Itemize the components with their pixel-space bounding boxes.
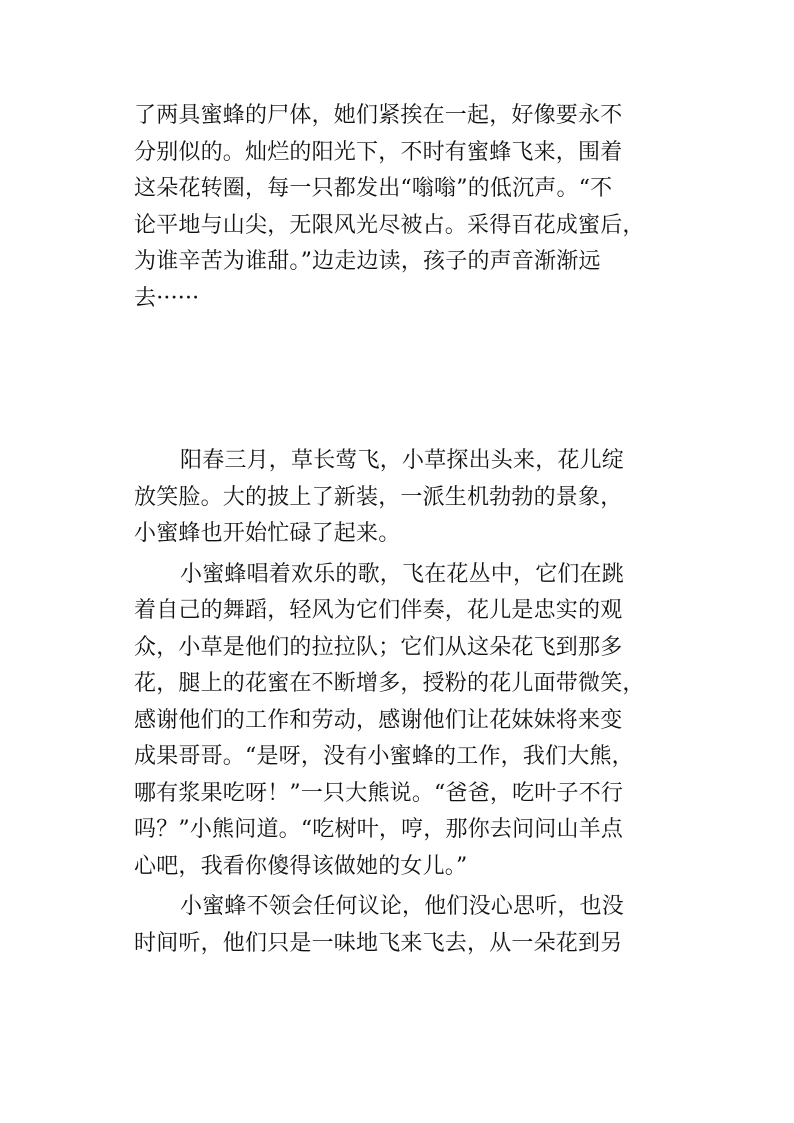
text-line: 放笑脸。大的披上了新装，一派生机勃勃的景象， [134,484,623,510]
text-line: 时间听，他们只是一味地飞来飞去，从一朵花到另 [134,930,623,956]
text-line: 花，腿上的花蜜在不断增多，授粉的花儿面带微笑， [134,671,645,696]
text-line: 小蜜蜂唱着欢乐的歌，飞在花丛中，它们在跳 [180,561,625,587]
text-line: 成果哥哥。“是呀，没有小蜜蜂的工作，我们大熊， [134,744,634,769]
text-line: 吗？”小熊问道。“吃树叶，哼，那你去问问山羊点 [134,817,624,842]
text-line: 这朵花转圈，每一只都发出“嗡嗡”的低沉声。“不 [134,176,613,201]
text-line: 阳春三月，草长莺飞，小草探出头来，花儿绽 [180,448,625,473]
paragraph [134,557,674,886]
text-line: 小蜜蜂也开始忙碌了起来。 [134,521,401,546]
text-line: 着自己的舞蹈，轻风为它们伴奏，花儿是忠实的观 [134,598,623,623]
text-line: 分别似的。灿烂的阳光下，不时有蜜蜂飞来，围着 [134,139,623,165]
text-line: 感谢他们的工作和劳动，感谢他们让花妹妹将来变 [134,707,623,733]
paragraph-continued [134,98,674,317]
text-line: 心吧，我看你傻得该做她的女儿。” [134,853,468,879]
text-line: 哪有浆果吃呀！”一只大熊说。“爸爸，吃叶子不行 [134,780,624,806]
paragraph [134,443,674,553]
text-line: 众，小草是他们的拉拉队；它们从这朵花飞到那多 [134,634,623,660]
text-line: 小蜜蜂不领会任何议论，他们没心思听，也没 [180,894,625,919]
text-line: 去······ [134,285,200,311]
text-line: 了两具蜜蜂的尸体，她们紧挨在一起，好像要永不 [134,103,623,128]
text-line: 论平地与山尖，无限风光尽被占。采得百花成蜜后， [134,212,645,238]
paragraph [134,889,674,962]
text-line: 为谁辛苦为谁甜。”边走边读，孩子的声音渐渐远 [134,249,601,274]
story-section [134,443,674,962]
